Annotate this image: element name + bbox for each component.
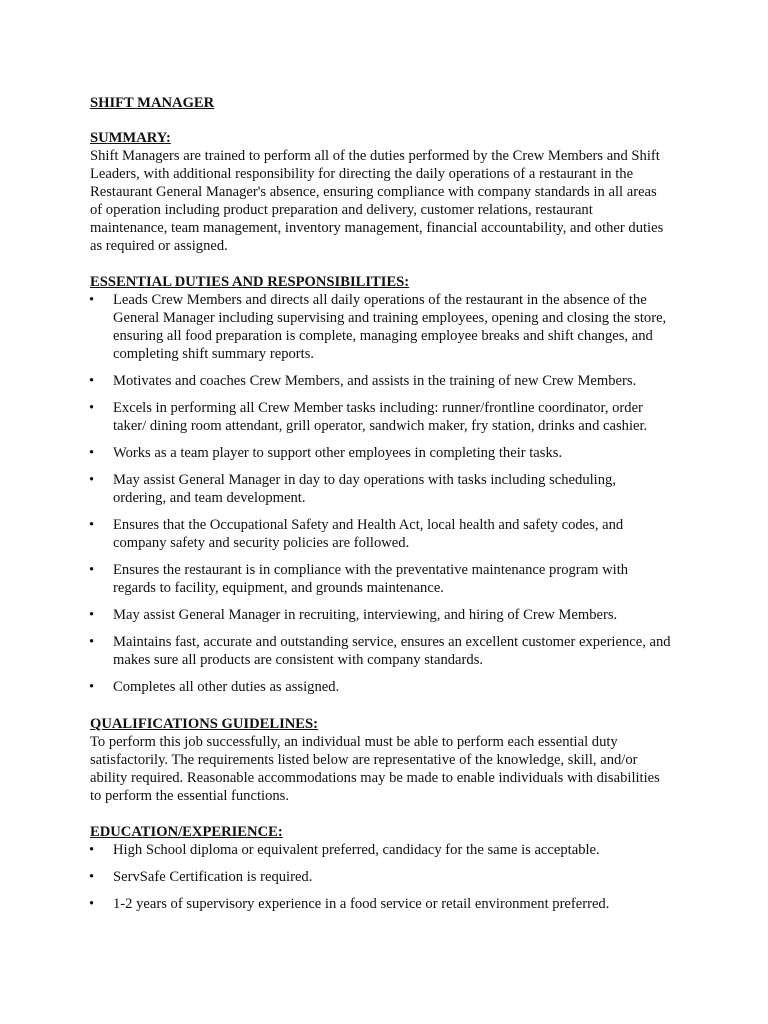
- bullet-icon: •: [89, 896, 95, 912]
- duty-item: [90, 471, 672, 507]
- education-item: [90, 895, 672, 913]
- duty-text: Ensures that the Occupational Safety and Health Act, local health and safety codes, and company safety and security policies are followed.: [113, 517, 624, 551]
- qualifications-section: [90, 715, 672, 805]
- education-heading: EDUCATION/EXPERIENCE:: [90, 824, 283, 840]
- duties-section: [90, 273, 672, 696]
- bullet-icon: •: [89, 607, 95, 623]
- bullet-icon: •: [89, 517, 95, 533]
- duty-item: [90, 291, 672, 363]
- education-section: [90, 823, 672, 913]
- bullet-icon: •: [89, 679, 95, 695]
- duty-item: [90, 633, 672, 669]
- bullet-icon: •: [89, 634, 95, 650]
- bullet-icon: •: [89, 445, 95, 461]
- duty-item: [90, 399, 672, 435]
- document-title: SHIFT MANAGER: [90, 95, 215, 111]
- bullet-icon: •: [89, 373, 95, 389]
- education-item: [90, 868, 672, 886]
- education-text: High School diploma or equivalent preferred, candidacy for the same is acceptable.: [113, 842, 600, 858]
- duty-text: Completes all other duties as assigned.: [113, 679, 340, 695]
- duty-item: [90, 444, 672, 462]
- duty-item: [90, 678, 672, 696]
- summary-heading: SUMMARY:: [90, 130, 171, 146]
- bullet-icon: •: [89, 562, 95, 578]
- summary-section: [90, 129, 672, 255]
- qualifications-text: To perform this job successfully, an individual must be able to perform each essential duty satisfactorily. The requirements listed below are representative of the knowledge, skill, and/or ability required. Reasonable accommodations may be made to enable individuals with disabilities to perform the essential functions.: [90, 734, 660, 804]
- education-text: ServSafe Certification is required.: [113, 869, 313, 885]
- duty-text: May assist General Manager in day to day operations with tasks including scheduling, ordering, and team development.: [113, 472, 616, 506]
- education-text: 1-2 years of supervisory experience in a food service or retail environment preferred.: [113, 896, 610, 912]
- duty-text: Leads Crew Members and directs all daily operations of the restaurant in the absence of the General Manager including supervising and training employees, opening and closing the store, ensuring all food preparation is complete, managing employee breaks and shift changes, and completing shift summary reports.: [113, 292, 667, 362]
- duty-item: [90, 516, 672, 552]
- duty-text: Motivates and coaches Crew Members, and assists in the training of new Crew Members.: [113, 373, 637, 389]
- duty-item: [90, 561, 672, 597]
- duty-text: Maintains fast, accurate and outstanding service, ensures an excellent customer experience, and makes sure all products are consistent with company standards.: [113, 634, 671, 668]
- duty-item: [90, 372, 672, 390]
- qualifications-heading: QUALIFICATIONS GUIDELINES:: [90, 716, 319, 732]
- duty-text: May assist General Manager in recruiting, interviewing, and hiring of Crew Members.: [113, 607, 618, 623]
- duty-text: Ensures the restaurant is in compliance with the preventative maintenance program with regards to facility, equipment, and grounds maintenance.: [113, 562, 629, 596]
- duties-list: [90, 291, 672, 696]
- bullet-icon: •: [89, 292, 95, 308]
- bullet-icon: •: [89, 400, 95, 416]
- education-item: [90, 841, 672, 859]
- bullet-icon: •: [89, 472, 95, 488]
- duty-item: [90, 606, 672, 624]
- duty-text: Excels in performing all Crew Member tasks including: runner/frontline coordinator, order taker/ dining room attendant, grill operator, sandwich maker, fry station, drinks and cashier.: [113, 400, 648, 434]
- bullet-icon: •: [89, 869, 95, 885]
- duty-text: Works as a team player to support other employees in completing their tasks.: [113, 445, 563, 461]
- education-list: [90, 841, 672, 913]
- summary-text: Shift Managers are trained to perform all of the duties performed by the Crew Members and Shift Leaders, with additional responsibility for directing the daily operations of a restaurant in the Restaurant General Manager's absence, ensuring compliance with company standards in all areas of operation including product preparation and delivery, customer relations, restaurant maintenance, team management, inventory management, financial accountability, and other duties as required or assigned.: [90, 148, 664, 254]
- duties-heading: ESSENTIAL DUTIES AND RESPONSIBILITIES:: [90, 274, 410, 290]
- bullet-icon: •: [89, 842, 95, 858]
